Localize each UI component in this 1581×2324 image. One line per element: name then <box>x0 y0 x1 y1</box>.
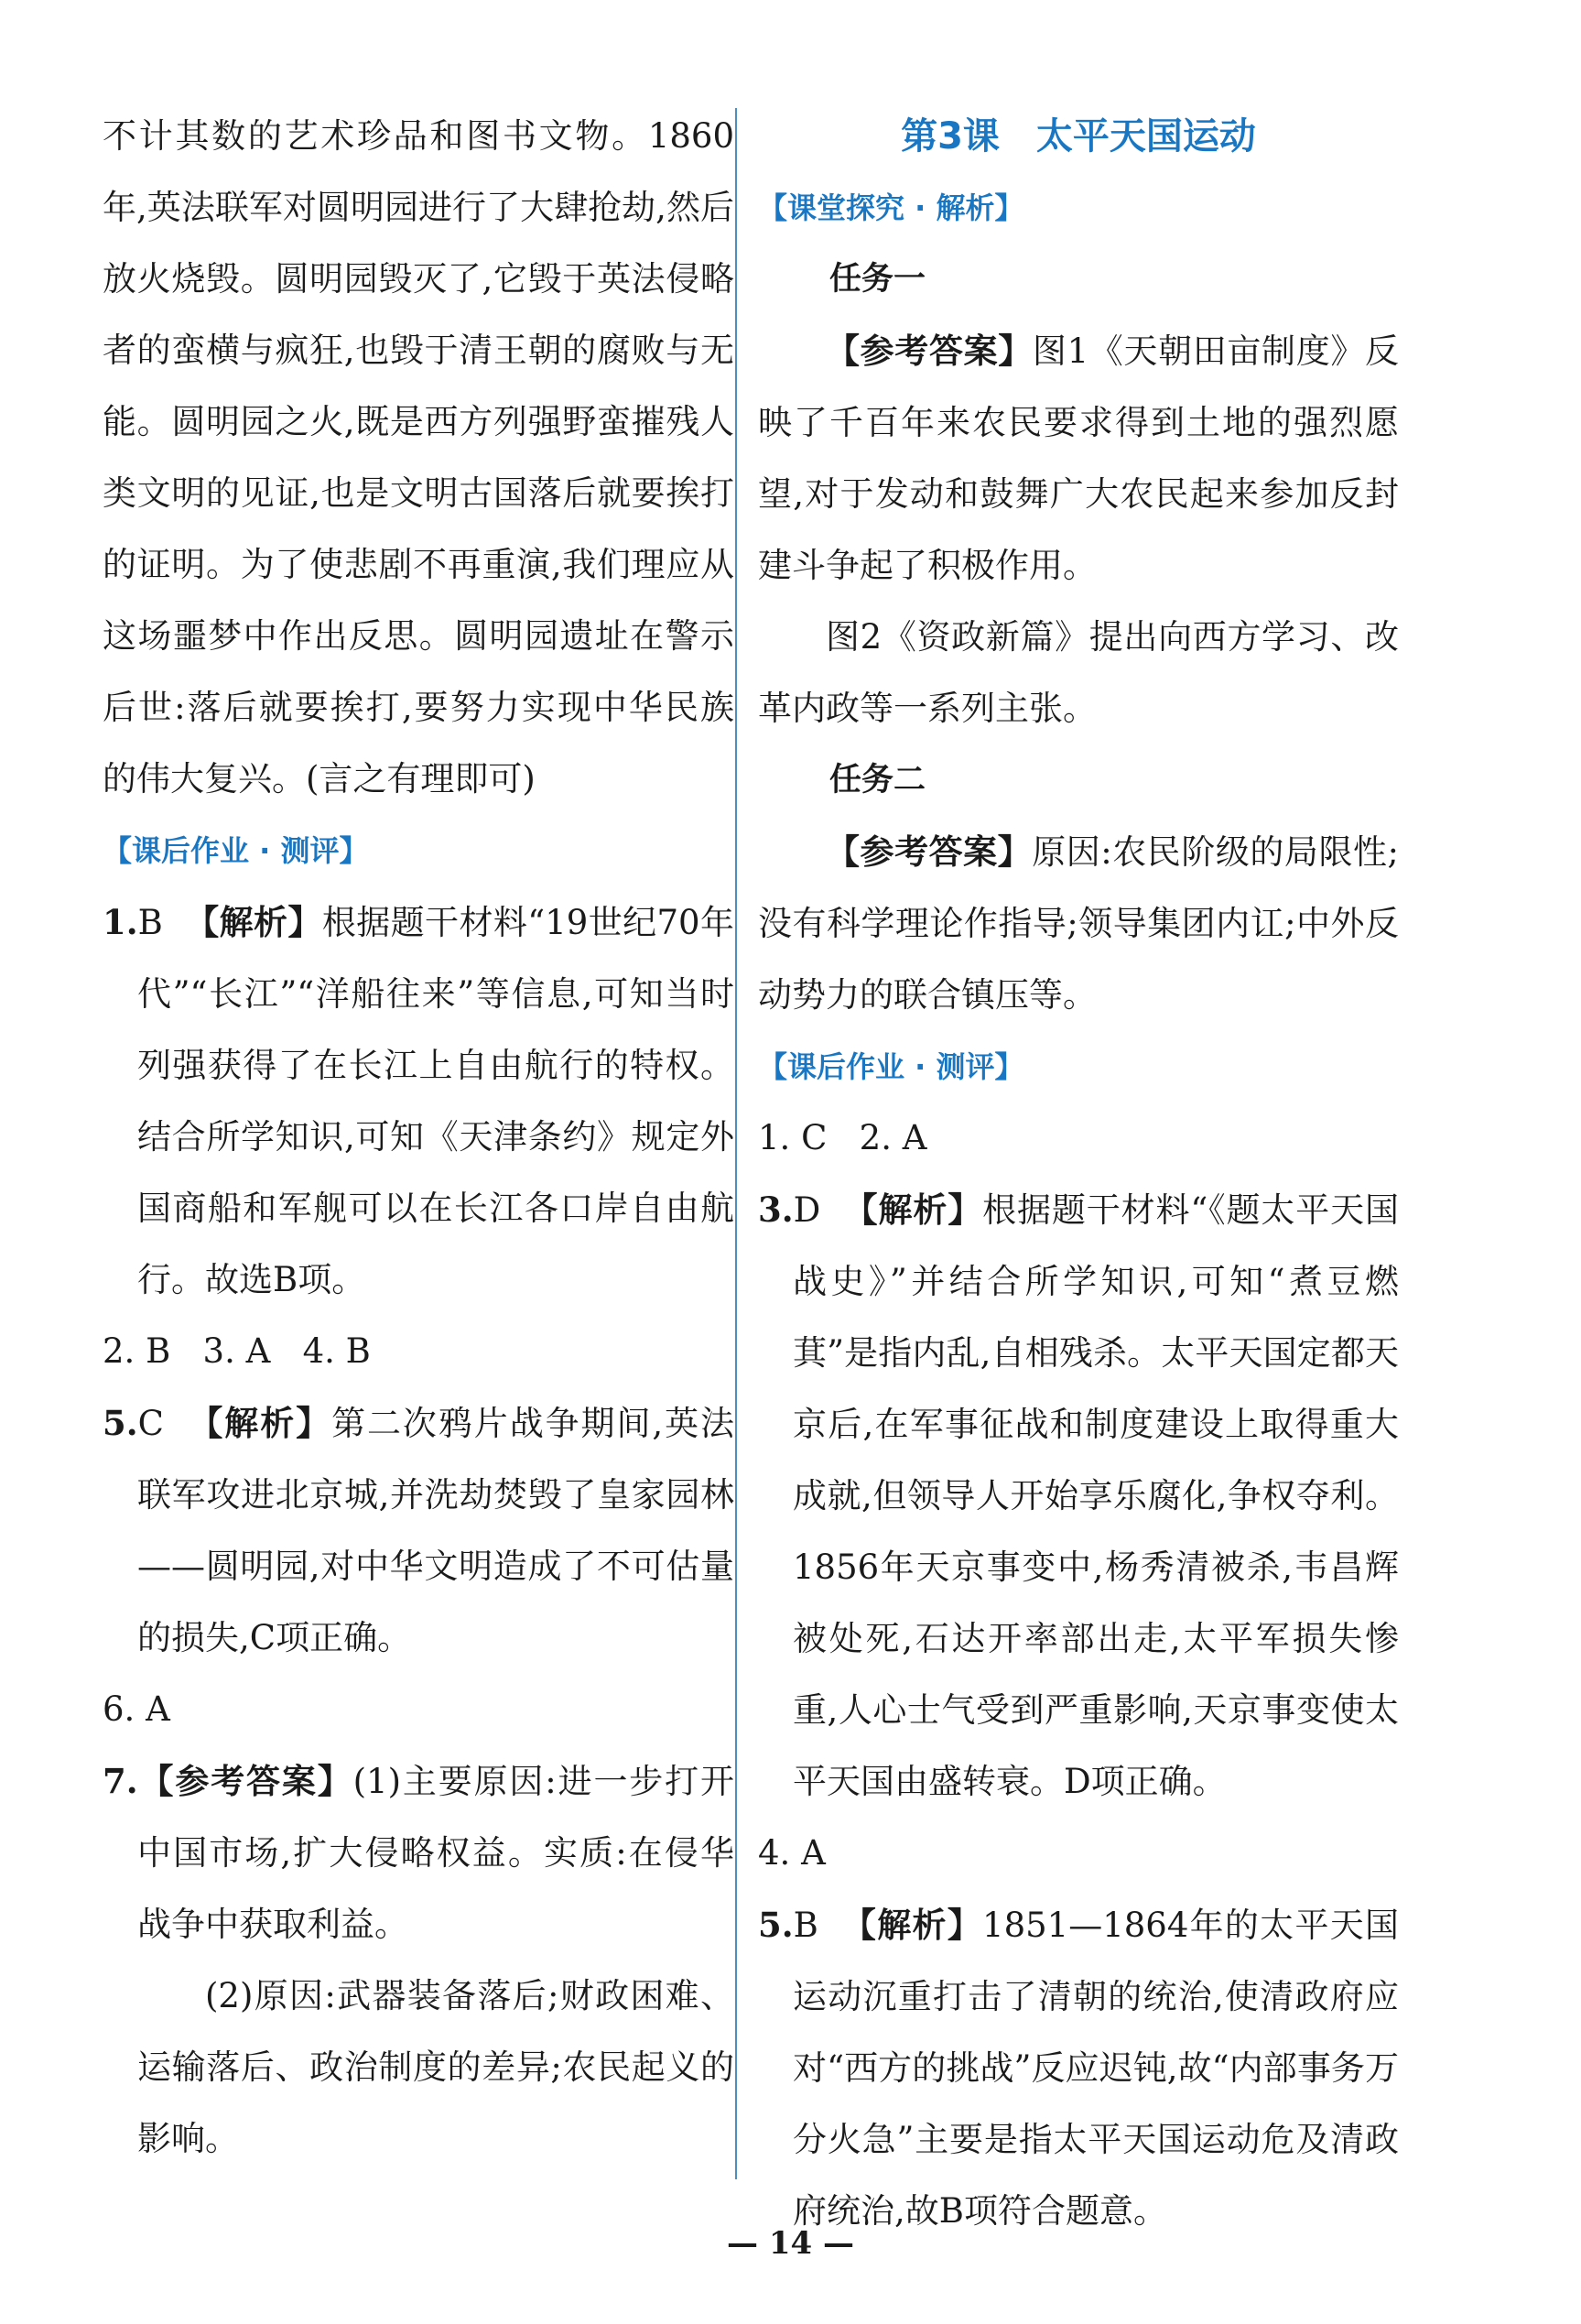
analysis-text: 第二次鸦片战争期间,英法联军攻进北京城,并洗劫焚毁了皇家园林——圆明园,对中华文明造成了不可估量的损失,C项正确。 <box>137 1404 735 1657</box>
reference-answer-tag: 【参考答案】 <box>826 831 1033 872</box>
left-column <box>103 101 734 2175</box>
analysis-tag: 【解析】 <box>841 1905 983 1945</box>
answer-item-5 <box>758 1889 1399 2247</box>
right-column <box>758 101 1399 2247</box>
question-number: 5. <box>103 1403 138 1443</box>
analysis-text: 根据题干材料“19世纪70年代”“长江”“洋船往来”等信息,可知当时列强获得了在长江上自由航行的特权。结合所学知识,可知《天津条约》规定外国商船和军舰可以在长江各口岸自由航行。故选B项。 <box>137 903 734 1299</box>
section-heading-homework: 【课后作业 · 测评】 <box>103 833 369 868</box>
task-heading-1: 任务一 <box>829 261 926 298</box>
intro-paragraph: 不计其数的艺术珍品和图书文物。1860年,英法联军对圆明园进行了大肆抢劫,然后放火烧毁。圆明园毁灭了,它毁于英法侵略者的蛮横与疯狂,也毁于清王朝的腐败与无能。圆明园之火,既是西方列强野蛮摧残人类文明的见证,也是文明古国落后就要挨打的证明。为了使悲剧不再重演,我们理应从这场噩梦中作出反思。圆明园遗址在警示后世:落后就要挨打,要努力实现中华民族的伟大复兴。(言之有理即可) <box>103 116 734 798</box>
question-number: 3. <box>758 1189 794 1230</box>
answer-items-1-2: 1. C 2. A <box>758 1118 927 1157</box>
answer-choice: D <box>793 1190 821 1230</box>
reference-answer-tag: 【参考答案】 <box>137 1761 353 1801</box>
section-heading-homework: 【课后作业 · 测评】 <box>758 1049 1024 1084</box>
answer-item-7-part-2: (2)原因:武器装备落后;财政困难、运输落后、政治制度的差异;农民起义的影响。 <box>137 1976 734 2158</box>
answer-text: 原因:农民阶级的局限性;没有科学理论作指导;领导集团内讧;中外反动势力的联合镇压等。 <box>758 832 1399 1015</box>
answer-item-1 <box>103 886 734 1316</box>
lesson-number: 第3课 <box>901 115 1000 157</box>
analysis-tag: 【解析】 <box>189 1403 332 1443</box>
answer-choice: B <box>137 903 163 942</box>
answer-text: 图1《天朝田亩制度》反映了千百年来农民要求得到土地的强烈愿望,对于发动和鼓舞广大农民起来参加反封建斗争起了积极作用。 <box>758 331 1399 585</box>
answer-choice: B <box>793 1906 818 1945</box>
question-number: 7. <box>103 1761 138 1801</box>
analysis-text: 1851—1864年的太平天国运动沉重打击了清朝的统治,使清政府应对“西方的挑战”反应迟钝,故“内部事务万分火急”主要是指太平天国运动危及清政府统治,故B项符合题意。 <box>793 1906 1400 2231</box>
analysis-tag: 【解析】 <box>185 902 322 942</box>
reference-answer-tag: 【参考答案】 <box>826 331 1033 371</box>
question-number: 5. <box>758 1905 794 1945</box>
question-number: 1. <box>103 902 138 942</box>
column-divider <box>735 108 737 2179</box>
answer-item-5 <box>103 1387 734 1674</box>
task1-answer <box>758 315 1399 602</box>
answer-items-2-4: 2. B 3. A 4. B <box>103 1331 371 1371</box>
analysis-text: 根据题干材料“《题太平天国战史》”并结合所学知识,可知“煮豆燃萁”是指内乱,自相残杀。太平天国定都天京后,在军事征战和制度建设上取得重大成就,但领导人开始享乐腐化,争权夺利。1856年天京事变中,杨秀清被杀,韦昌辉被处死,石达开率部出走,太平军损失惨重,人心士气受到严重影响,天京事变使太平天国由盛转衰。D项正确。 <box>793 1190 1399 1801</box>
page-number: — 14 — <box>727 2225 854 2262</box>
answer-item-6: 6. A <box>103 1689 170 1729</box>
answer-item-3 <box>758 1174 1399 1818</box>
lesson-name: 太平天国运动 <box>1035 115 1256 157</box>
lesson-title <box>758 101 1399 172</box>
answer-item-7 <box>103 1745 734 1960</box>
analysis-tag: 【解析】 <box>843 1189 983 1230</box>
answer-choice: C <box>137 1404 164 1443</box>
task2-answer <box>758 816 1399 1031</box>
task-heading-2: 任务二 <box>829 762 926 798</box>
task1-answer-part-2: 图2《资政新篇》提出向西方学习、改革内政等一系列主张。 <box>758 617 1399 728</box>
answer-text: (1)主要原因:进一步打开中国市场,扩大侵略权益。实质:在侵华战争中获取利益。 <box>137 1762 734 1944</box>
answer-item-4: 4. A <box>758 1833 826 1873</box>
section-heading-class-inquiry: 【课堂探究 · 解析】 <box>758 190 1024 225</box>
